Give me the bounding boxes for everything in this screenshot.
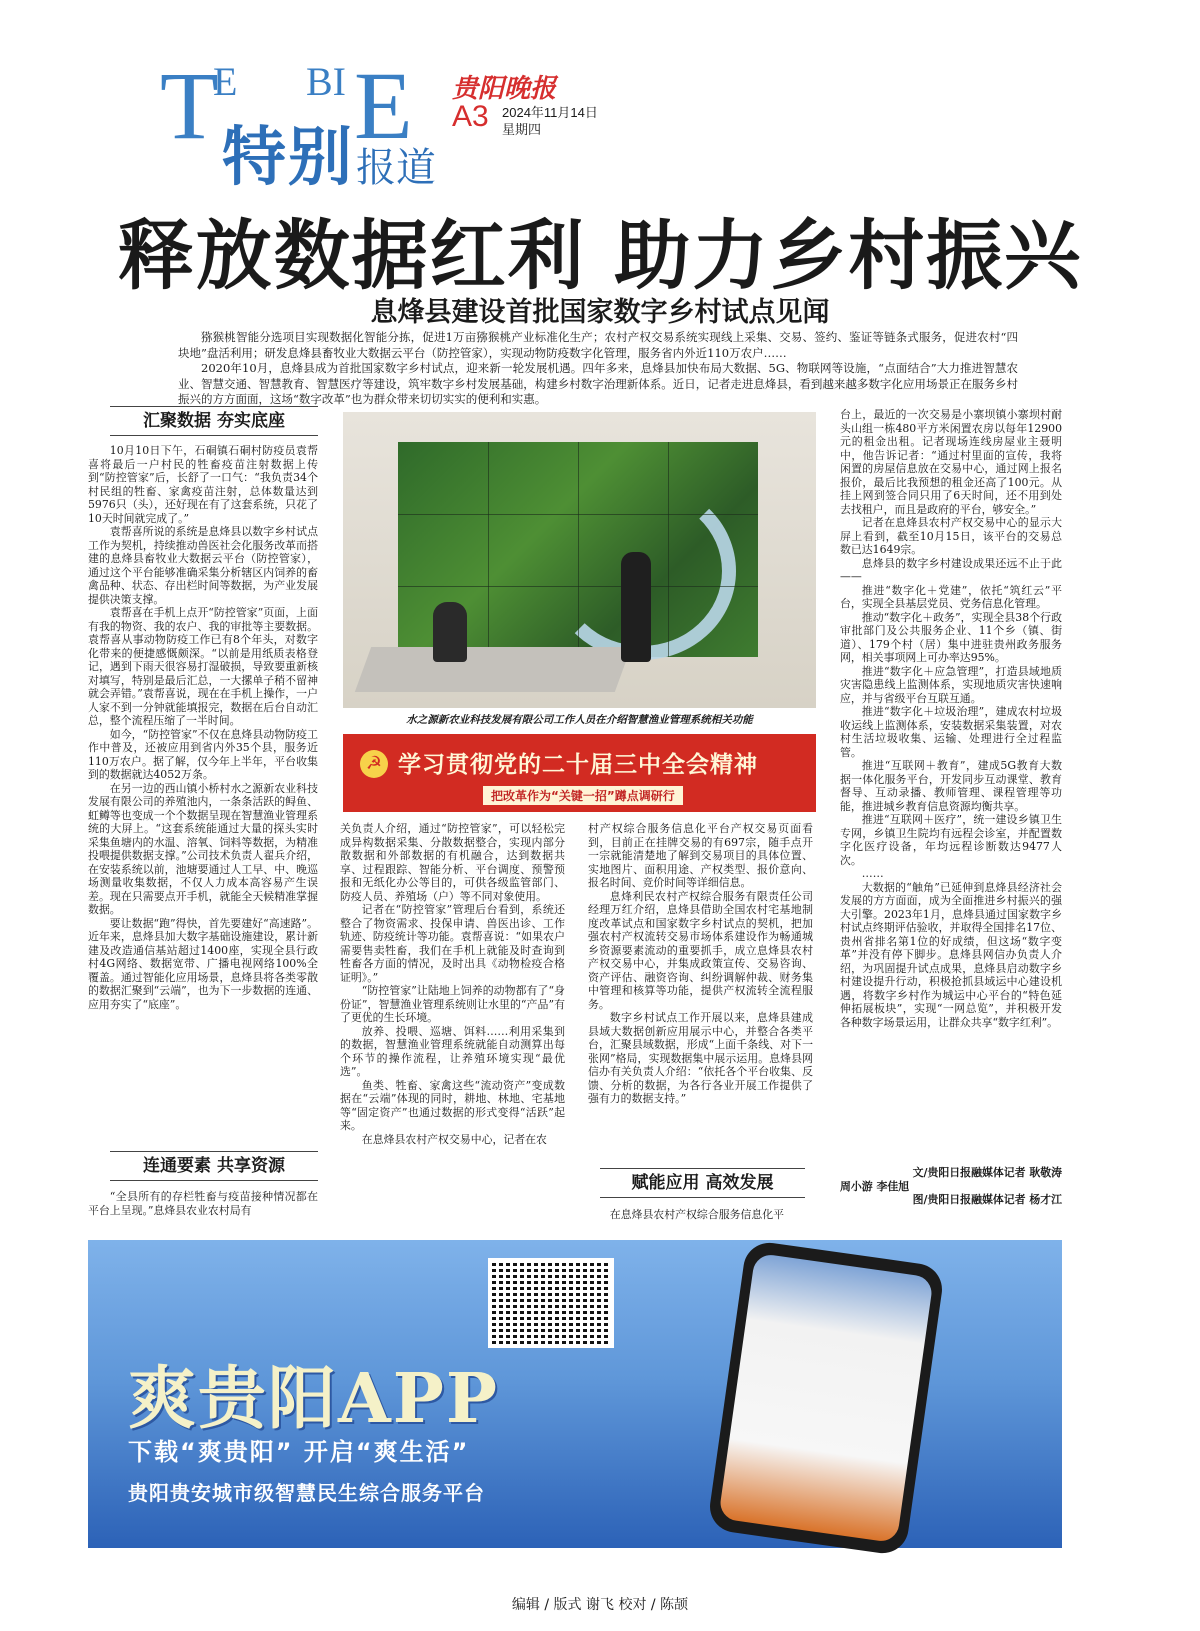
article-paragraph: 要让数据“跑”得快，首先要建好“高速路”。近年来，息烽县加大数字基础设施建设，累计新建及改造通信基站超过1400座，实现全县行政村4G网络、数据宽带、广播电视网络100%全覆盖。通过智能化应用场景，息烽县将各类零散的数据汇聚到“云端”，也为下一步数据的连通、应用夯实了“底座”。 <box>88 916 318 1011</box>
article-paragraph: 记者在“防控管家”管理后台看到，系统还整合了物资需求、投保申请、兽医出诊、工作轨迹、防疫统计等功能。袁帮喜说：“如果农户需要售卖牲畜，我们在手机上就能及时查询到牲畜各方面的情况，及时出具《动物检疫合格证明》。” <box>340 903 565 984</box>
screen-divider <box>578 442 579 657</box>
page-headline: 释放数据红利 助力乡村振兴 <box>117 211 1083 300</box>
section-heading: 赋能应用 高效发展 <box>600 1168 805 1198</box>
editor-credits: 编辑 / 版式 谢飞 校对 / 陈颉 <box>511 1597 689 1613</box>
article-paragraph: 鱼类、牲畜、家禽这些“流动资产”变成数据在“云端”体现的同时，耕地、林地、宅基地等“固定资产”也通过数据的形式变得“活跃”起来。 <box>340 1078 565 1132</box>
article-column-4 <box>840 408 1062 1178</box>
byline-text: 文/贵阳日报融媒体记者 耿敬涛 <box>912 1166 1062 1179</box>
article-paragraph: 放养、投喂、巡塘、饵料……利用采集到的数据，智慧渔业管理系统就能自动测算出每个环节的操作流程，让养殖环境实现“最优选”。 <box>340 1024 565 1078</box>
screen-divider <box>398 514 758 515</box>
column-logo-big-e: E <box>354 52 413 159</box>
ad-tagline: 贵阳贵安城市级智慧民生综合服务平台 <box>128 1481 485 1505</box>
ad-title: 爽贵阳APP <box>128 1359 500 1439</box>
column-logo-letter-t: T <box>160 52 219 159</box>
banner-title: 学习贯彻党的二十届三中全会精神 <box>398 752 758 778</box>
ad-slogan: 下载“爽贵阳” 开启“爽生活” <box>128 1438 470 1466</box>
article-paragraph: “全县所有的存栏牲畜与疫苗接种情况都在平台上呈现。”息烽县农业农村局有 <box>88 1190 318 1217</box>
screen-divider <box>488 442 489 657</box>
issue-date: 2024年11月14日 <box>502 105 598 120</box>
article-paragraph: 息烽县的数字乡村建设成果还远不止于此—— <box>840 556 1062 583</box>
column-logo-cn: 特别 <box>222 121 354 195</box>
article-paragraph: …… <box>861 867 884 880</box>
article-column-1 <box>88 444 318 1139</box>
article-paragraph: 关负责人介绍，通过“防控管家”，可以轻松完成异构数据采集、分散数据整合，实现内部分散数据和外部数据的有机融合，达到数据共享、过程跟踪、智能分析、平台调度、预警预报和无纸化办公等目的，可供各级监管部门、防疫人员、养殖场（户）等不同对象使用。 <box>340 822 565 903</box>
byline <box>840 1166 1062 1207</box>
article-paragraph: 袁帮喜在手机上点开“防控管家”页面，上面有我的物资、我的农户、我的审批等主要数据。袁帮喜从事动物防疫工作已有8个年头，对数字化带来的便捷感慨颇深。“以前是用纸质表格登记，遇到下雨天很容易打湿破损，导致要重新核对填写，特别是最后汇总，一大摞单子稍不留神就会弄错。”袁帮喜说，现在在手机上操作，一户人家不到一分钟就能填报完，数据在后台自动汇总，整个流程压缩了一半时间。 <box>88 606 318 727</box>
section-heading: 汇聚数据 夯实底座 <box>110 406 318 436</box>
article-paragraph: 数字乡村试点工作开展以来，息烽县建成县域大数据创新应用展示中心，并整合各类平台，汇聚县域数据，形成“上面千条线、对下一张网”格局，实现数据集中展示运用。息烽县网信办有关负责人介绍：“依托各个平台收集、反馈、分析的数据，为各行各业开展工作提供了强有力的数据支持。” <box>588 1011 813 1105</box>
article-column-1-tail <box>88 1190 318 1217</box>
lead-paragraph: 2020年10月，息烽县成为首批国家数字乡村试点，迎来新一轮发展机遇。四年多来，息烽县加快布局大数据、5G、物联网等设施，“点面结合”大力推进智慧农业、智慧交通、智慧教育、智慧医疗等建设，筑牢数字乡村发展基础，构建乡村数字治理新体系。近日，记者走进息烽县，看到越来越多数字化应用场景正在服务乡村振兴的方方面面，这场“数字改革”也为群众带来切切实实的便利和实惠。 <box>178 361 1018 406</box>
column-logo-suffix: 报道 <box>356 145 436 191</box>
article-paragraph: 推进“数字化＋党建”，依托“筑红云”平台，实现全县基层党员、党务信息化管理。 <box>840 583 1062 610</box>
qr-code-icon[interactable] <box>488 1258 614 1348</box>
article-paragraph: 10月10日下午，石硐镇石硐村防疫员袁帮喜将最后一户村民的牲畜疫苗注射数据上传到“防控管家”后，长舒了一口气：“我负责34个村民组的牲畜、家禽疫苗注射，总体数量达到5976只（头），还好现在有了这套系统，只花了10天时间就完成了。” <box>88 444 318 525</box>
party-emblem-icon: ☭ <box>360 750 388 778</box>
phone-mockup-icon <box>707 1240 946 1557</box>
presenter-person <box>621 552 651 662</box>
news-photo <box>343 412 816 708</box>
article-paragraph: 袁帮喜所说的系统是息烽县以数字乡村试点工作为契机，持续推动兽医社会化服务改革而搭建的息烽县畜牧业大数据云平台（防控管家），通过这个平台能够准确采集分析辖区内饲养的畜禽品种、状态、存出栏时间等数据，为产业发展提供决策支撑。 <box>88 525 318 606</box>
lead-paragraph: 猕猴桃智能分选项目实现数据化智能分拣，促进1万亩猕猴桃产业标准化生产；农村产权交易系统实现线上采集、交易、签约、鉴证等链条式服务，促进农村“四块地”盘活利用；研发息烽县畜牧业大数据云平台（防控管家），实现动物防疫数字化管理，服务省内外近110万农户…… <box>178 330 1018 360</box>
article-paragraph: 台上，最近的一次交易是小寨坝镇小寨坝村耐头山组一栋480平方米闲置农房以每年12900元的租金出租。记者现场连线房屋业主聂明中，他告诉记者：“通过村里面的宣传，我将闲置的房屋信息放在交易中心，通过网上报名报价，最后比我预想的租金还高了100元。从挂上网到签合同只用了6天时间，还不用到处去找租户，而且是政府的平台，够安全。” <box>840 408 1062 516</box>
article-paragraph: 推动“数字化＋政务”，实现全县38个行政审批部门及公共服务企业、11个乡（镇、街道）、179个村（居）集中进驻贵州政务服务网，相关事项网上可办率达95%。 <box>840 610 1062 664</box>
article-column-3-tail <box>588 1208 813 1222</box>
lead-paragraphs <box>178 330 1018 408</box>
screen-divider <box>398 586 758 587</box>
photo-caption: 水之源新农业科技发展有限公司工作人员在介绍智慧渔业管理系统相关功能 <box>406 714 753 726</box>
article-column-3 <box>588 822 813 1162</box>
conference-table <box>355 647 631 692</box>
article-paragraph: 在息烽县农村产权综合服务信息化平 <box>609 1208 785 1221</box>
article-paragraph: 在另一边的西山镇小桥村水之源新农业科技发展有限公司的养殖池内，一条条活跃的鲟鱼、虹鳟等也变成一个个数据呈现在智慧渔业管理系统的大屏上。“这套系统能通过大量的探头实时采集鱼塘内的水温、溶氧、饲料等数据，为精准投喂提供数据支撑。”公司技术负责人翟兵介绍，在安装系统以前，池塘要通过人工早、中、晚巡场测量收集数据，不仅人力成本高容易产生误差。现在只需要点开手机，就能全天候精准掌握数据。 <box>88 781 318 916</box>
byline-text: 周小游 李佳旭 <box>840 1179 910 1193</box>
page-number: A3 <box>452 100 489 133</box>
article-paragraph: 记者在息烽县农村产权交易中心的显示大屏上看到，截至10月15日，该平台的交易总数已达1649宗。 <box>840 516 1062 556</box>
article-paragraph: 大数据的“触角”已延伸到息烽县经济社会发展的方方面面，成为全面推进乡村振兴的强大引擎。2023年1月，息烽县通过国家数字乡村试点终期评估验收，并取得全国排名17位、贵州省排名第1位的好成绩，但这场“数字变革”并没有停下脚步。息烽县网信办负责人介绍，为巩固提升试点成果，息烽县启动数字乡村建设提升行动，积极抢抓县域运中心建设机遇，将数字乡村作为城运中心平台的“特色延伸拓展板块”，实现“一网总览”，并积极开发各种数字场景运用，让群众共享“数字红利”。 <box>840 880 1062 1029</box>
screen-divider <box>668 442 669 657</box>
column-logo-letter-e: E <box>213 59 238 104</box>
page-subheadline: 息烽县建设首批国家数字乡村试点见闻 <box>370 297 830 328</box>
article-paragraph: 推进“数字化＋垃圾治理”，建成农村垃圾收运线上监测体系，安装数据采集装置，对农村生活垃圾收集、运输、处理进行全过程监管。 <box>840 705 1062 759</box>
seated-person <box>433 602 467 662</box>
article-paragraph: 如今，“防控管家”不仅在息烽县动物防疫工作中普及，还被应用到省内外35个县，服务近110万农户。据了解，仅今年上半年，平台收集到的数据就达4052万条。 <box>88 727 318 781</box>
article-paragraph: 息烽利民农村产权综合服务有限责任公司经理万红介绍，息烽县借助全国农村宅基地制度改革试点和国家数字乡村试点的契机，把加强农村产权流转交易市场体系建设作为畅通城乡资源要素流动的重要抓手，成立息烽县农村产权交易中心，并集成政策宣传、交易咨询、资产评估、融资咨询、纠纷调解仲裁、财务集中管理和核算等功能，提供产权流转全流程服务。 <box>588 889 813 1011</box>
section-heading: 连通要素 共享资源 <box>110 1151 318 1181</box>
article-paragraph: 在息烽县农村产权交易中心，记者在农 <box>361 1132 547 1146</box>
newspaper-logo: 贵阳晚报 <box>452 74 557 104</box>
article-paragraph: “防控管家”让陆地上饲养的动物都有了“身份证”，智慧渔业管理系统则让水里的“产品”有了更优的生长环境。 <box>340 984 565 1024</box>
article-paragraph: 推进“数字化＋应急管理”，打造县域地质灾害隐患线上监测体系，实现地质灾害快速响应，并与省级平台互联互通。 <box>840 664 1062 705</box>
issue-weekday: 星期四 <box>502 123 542 138</box>
byline-photo: 图/贵阳日报融媒体记者 杨才江 <box>912 1193 1062 1206</box>
column-logo-letters-bi: BI <box>306 59 346 104</box>
article-paragraph: 推进“互联网＋医疗”，统一建设乡镇卫生专网，乡镇卫生院均有远程会诊室，并配置数字化医疗设备，年均远程诊断数达9477人次。 <box>840 813 1062 867</box>
article-column-2 <box>340 822 565 1214</box>
banner-subtitle: 把改革作为“关键一招”蹲点调研行 <box>483 786 683 805</box>
article-paragraph: 村产权综合服务信息化平台产权交易页面看到，目前正在挂牌交易的有697宗，随手点开一宗就能清楚地了解到交易项目的具体位置、实地图片、面积用途、产权类型、报价意向、报名时间、竞价时间等详细信息。 <box>588 822 813 889</box>
article-paragraph: 推进“互联网＋教育”，建成5G教育大数据一体化服务平台，开发同步互动课堂、教育督导、互动录播、教师管理、课程管理等功能，推进城乡教育信息资源均衡共享。 <box>840 759 1062 813</box>
